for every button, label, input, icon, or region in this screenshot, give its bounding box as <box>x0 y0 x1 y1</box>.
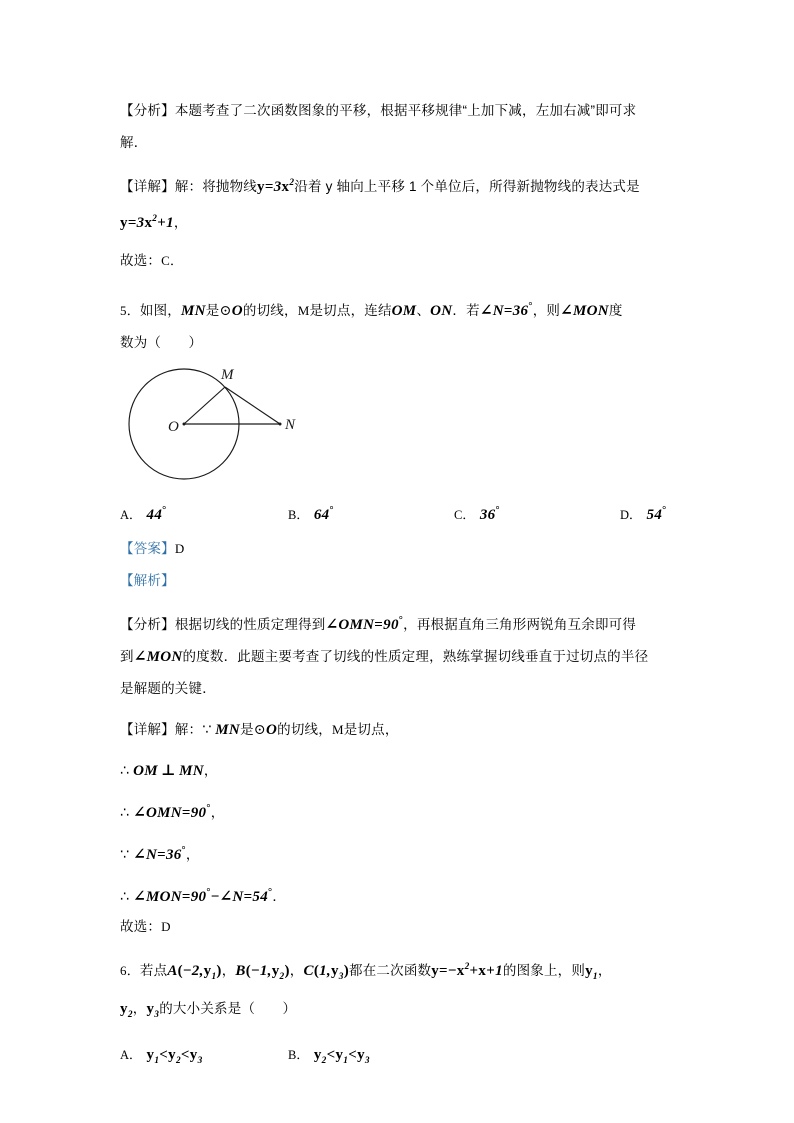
q6-stem-4: ， <box>597 963 612 978</box>
q5-analysis-formula-1: ∠OMN=90° <box>325 615 404 633</box>
q5-detail-lead: 解： <box>174 722 203 737</box>
q5-stem-sep: 、 <box>416 303 431 318</box>
q6-stem-2: 都在二次函数 <box>349 963 432 978</box>
q5-segment-mn: MN <box>181 303 206 319</box>
q5-answer-tag: 【答案】 <box>120 541 175 556</box>
therefore-symbol-1: ∴ <box>120 762 130 778</box>
q5-option-b-label: B． <box>288 508 309 522</box>
q5-step1-c: 是切点， <box>343 722 399 737</box>
radius-om-line <box>184 387 225 424</box>
q6-stem-3: 的图象上，则 <box>502 963 586 978</box>
q5-step2-tail: ， <box>203 763 218 778</box>
q5-analysis-line-1 <box>120 606 676 640</box>
q4-analysis-text-1: 本题考查了二次函数图象的平移，根据平移规律 <box>174 103 463 118</box>
spacer <box>120 828 676 836</box>
label-n: N <box>285 417 296 433</box>
q6-options-row <box>120 1040 676 1070</box>
q5-option-d[interactable] <box>620 496 667 530</box>
q4-formula-2-trailing: ， <box>173 215 188 230</box>
q5-detail-line-3 <box>120 794 676 828</box>
q5-point-m: M <box>297 303 310 318</box>
q6-option-b-value: $y_2<y_1<y_3$ <box>313 1047 370 1066</box>
q5-option-a-value: 44° <box>146 505 167 523</box>
q5-angle-mon: ∠MON <box>560 303 609 319</box>
q5-stem-1: 如图， <box>139 303 182 318</box>
q5-answer-value: D <box>174 541 185 556</box>
q5-option-c[interactable] <box>454 496 500 530</box>
spacer <box>120 706 676 714</box>
q5-detail-line-4 <box>120 836 676 870</box>
q5-step3-formula: ∠OMN=90° <box>133 803 211 821</box>
q5-step1-a: 是 <box>240 722 254 737</box>
spacer <box>120 526 676 534</box>
q5-segment-om: OM <box>391 303 417 319</box>
q6-stem-1: 若点 <box>139 963 168 978</box>
spacer <box>120 786 676 794</box>
q5-segment-on: ON <box>430 303 453 319</box>
q4-analysis-line-1 <box>120 96 676 126</box>
q5-option-a-label: A． <box>120 508 142 522</box>
spacer <box>120 238 676 246</box>
q5-choose-line <box>120 912 676 942</box>
q5-option-c-label: C． <box>454 508 475 522</box>
q5-analysis-2: ，再根据直角三角形两锐角互余即可得 <box>403 617 637 632</box>
q5-option-a[interactable] <box>120 496 167 530</box>
q5-stem-line-2 <box>120 328 676 358</box>
page-content <box>120 96 676 1070</box>
q6-y1-inline: $y_1$ <box>585 963 598 982</box>
q5-step1-b: 的切线， <box>277 722 332 737</box>
q5-step5-tail: ． <box>272 889 287 904</box>
q4-detail-line-1 <box>120 168 676 202</box>
q6-sep-2: ， <box>289 963 304 978</box>
q5-analysis-1: 根据切线的性质定理得到 <box>174 617 326 632</box>
q4-choose-line <box>120 246 676 276</box>
q5-choose-label: 故选： <box>120 919 162 934</box>
q5-explain-tag: 【解析】 <box>120 573 175 588</box>
q5-detail-line-1 <box>120 714 676 745</box>
q6-stem-5: ， <box>132 1001 147 1016</box>
q6-stem-line-2 <box>120 994 676 1030</box>
spacer <box>120 598 676 606</box>
spacer <box>120 278 676 292</box>
q6-y3-inline: $y_3$ <box>146 1001 160 1020</box>
q5-figure <box>122 362 332 490</box>
q6-option-b[interactable] <box>288 1040 370 1076</box>
therefore-symbol-3: ∴ <box>120 888 130 904</box>
q5-option-d-value: 54° <box>646 505 667 523</box>
q4-detail-tag: 【详解】 <box>120 179 175 194</box>
q6-y2-inline: $y_2$ <box>120 1001 133 1020</box>
q5-stem-5: ．若 <box>452 303 480 318</box>
q5-stem-6: ，则 <box>532 303 561 318</box>
spacer <box>120 160 676 168</box>
q5-detail-line-5 <box>120 878 676 912</box>
q5-detail-tag: 【详解】 <box>120 722 175 737</box>
tangent-mn-line <box>225 387 280 424</box>
q4-detail-mid: 沿着 y 轴向上平移 1 个单位后，所得新抛物线的表达式是 <box>294 179 640 194</box>
spacer <box>120 1032 676 1040</box>
q5-analysis-tag: 【分析】 <box>120 617 175 632</box>
q5-options-row <box>120 496 676 526</box>
q6-option-a-label: A． <box>120 1048 142 1062</box>
q6-number: 6． <box>120 963 140 978</box>
q5-step1-mn: MN <box>215 722 241 738</box>
label-m: M <box>221 367 234 383</box>
center-point-dot <box>183 423 186 426</box>
q5-analysis-5: 是解题的关键． <box>120 681 216 696</box>
q5-analysis-formula-2: ∠MON <box>133 649 183 665</box>
q5-stem-line-1 <box>120 292 676 326</box>
q5-step2-formula: OM ⊥ MN <box>133 763 204 779</box>
q6-sep-1: ， <box>221 963 236 978</box>
q5-analysis-line-3 <box>120 674 676 704</box>
q4-formula-1: $y=3x^2$ <box>257 178 295 195</box>
label-o: O <box>168 419 179 435</box>
q5-option-b[interactable] <box>288 496 334 530</box>
q5-detail-line-2 <box>120 755 676 786</box>
spacer <box>120 747 676 755</box>
q5-circle-o: ⊙O <box>219 303 243 319</box>
q6-stem-6: 的大小关系是（ ） <box>159 1001 297 1016</box>
q5-analysis-4: 的度数．此题主要考查了切线的性质定理，熟练掌握切线垂直于过切点的半径 <box>182 649 649 664</box>
q6-point-a: $A(-2,y_1)$ <box>167 963 222 982</box>
q5-step4-formula: ∠N=36° <box>133 845 186 863</box>
q5-step4-tail: ， <box>185 847 200 862</box>
q5-step3-tail: ， <box>210 805 225 820</box>
q6-option-b-label: B． <box>288 1048 309 1062</box>
q5-explain-line <box>120 566 676 596</box>
q5-stem-8: 数为（ ） <box>120 335 203 350</box>
q5-number: 5． <box>120 303 140 318</box>
therefore-symbol-2: ∴ <box>120 804 130 820</box>
q4-detail-line-2 <box>120 204 676 238</box>
because-symbol: ∵ <box>202 721 212 737</box>
q5-option-c-value: 36° <box>479 505 500 523</box>
q5-analysis-line-2 <box>120 642 676 672</box>
q6-point-c: $C(1,y_3)$ <box>303 963 350 982</box>
q6-function-formula: $y=-x^2+x+1$ <box>431 962 503 979</box>
q6-stem-line-1 <box>120 952 676 992</box>
q5-stem-7: 度 <box>608 303 623 318</box>
q4-formula-2: $y=3x^2+1$ <box>120 214 174 231</box>
q4-analysis-text-2: 即可求 <box>595 103 637 118</box>
q4-analysis-text-3: 解． <box>120 135 148 150</box>
q6-option-a[interactable] <box>120 1040 203 1076</box>
q4-analysis-tag: 【分析】 <box>120 103 175 118</box>
q5-step1-m: M <box>331 722 344 737</box>
q5-option-b-value: 64° <box>313 505 334 523</box>
circle-tangent-svg <box>122 362 332 490</box>
q5-step5-formula: ∠MON=90°−∠N=54° <box>133 887 273 905</box>
q5-step1-circle: ⊙O <box>253 722 278 738</box>
q4-choose-value: C． <box>161 253 184 268</box>
q4-analysis-quote: “上加下减，左加右减” <box>462 103 596 118</box>
q4-choose-label: 故选： <box>120 253 162 268</box>
q5-analysis-3: 到 <box>120 649 134 664</box>
q5-stem-2: 是 <box>205 303 220 318</box>
spacer <box>120 944 676 952</box>
q4-detail-lead: 解：将抛物线 <box>174 179 258 194</box>
q5-answer-line <box>120 534 676 564</box>
q5-angle-n-value: ∠N=36° <box>479 301 533 319</box>
spacer <box>120 870 676 878</box>
q5-stem-3: 的切线， <box>242 303 298 318</box>
external-point-dot <box>279 423 282 426</box>
q5-choose-value: D <box>161 919 171 934</box>
q6-option-a-value: $y_1<y_2<y_3$ <box>146 1047 203 1066</box>
q4-analysis-line-2 <box>120 128 676 158</box>
q5-option-d-label: D． <box>620 508 642 522</box>
q5-stem-4: 是切点，连结 <box>309 303 392 318</box>
because-symbol-2: ∵ <box>120 846 130 862</box>
q6-point-b: $B(-1,y_2)$ <box>235 963 290 982</box>
